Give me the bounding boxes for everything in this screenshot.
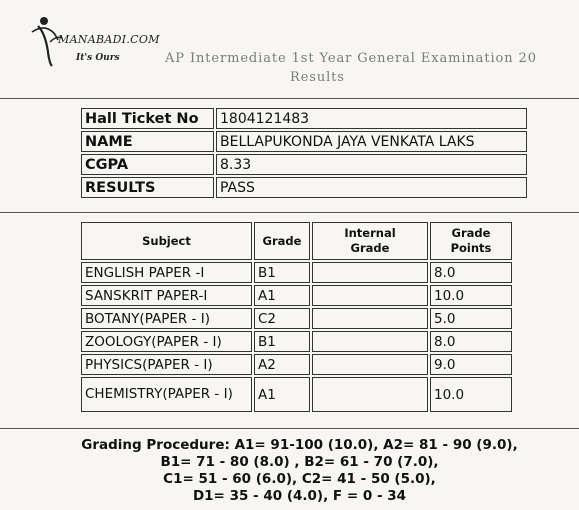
header-points-line1: Grade [451,226,491,240]
grade-cell: B1 [254,262,310,283]
internal-grade-cell [312,331,428,352]
grade-cell: A1 [254,285,310,306]
subject-cell: BOTANY(PAPER - I) [81,308,252,329]
grade-points-cell: 8.0 [430,262,512,283]
divider-top [0,98,579,99]
internal-grade-cell [312,354,428,375]
subject-cell: SANSKRIT PAPER-I [81,285,252,306]
grade-points-cell: 10.0 [430,377,512,412]
header-grade-points [430,222,512,260]
grade-points-cell: 8.0 [430,331,512,352]
page-subtitle: Results [290,70,345,85]
grade-points-cell: 10.0 [430,285,512,306]
grade-cell: B1 [254,331,310,352]
grade-cell: A1 [254,377,310,412]
grading-line: C1= 51 - 60 (6.0), C2= 41 - 50 (5.0), [163,471,436,487]
grade-cell: C2 [254,308,310,329]
info-value: 8.33 [216,154,527,175]
grading-line: B1= 71 - 80 (8.0) , B2= 61 - 70 (7.0), [160,454,439,470]
table-row [81,377,512,412]
internal-grade-cell [312,262,428,283]
table-row [81,308,512,329]
info-label: RESULTS [81,177,214,198]
grading-line: Grading Procedure: A1= 91-100 (10.0), A2= 81 - 90 (9.0), [81,437,518,453]
logo-wordmark: MANABADI.COM [58,33,160,46]
internal-grade-cell [312,308,428,329]
table-row [81,331,512,352]
internal-grade-cell [312,377,428,412]
info-label: CGPA [81,154,214,175]
grade-cell: A2 [254,354,310,375]
subject-cell: CHEMISTRY(PAPER - I) [81,377,252,412]
table-row [81,285,512,306]
info-row-hall-ticket [81,108,527,129]
info-label: Hall Ticket No [81,108,214,129]
internal-grade-cell [312,285,428,306]
page-title: AP Intermediate 1st Year General Examination 20 [165,51,537,66]
grades-header-row [81,222,512,260]
header-points-line2: Points [450,241,492,255]
grade-points-cell: 9.0 [430,354,512,375]
header-internal-line1: Internal [344,226,396,240]
header-subject: Subject [81,222,252,260]
grading-line: D1= 35 - 40 (4.0), F = 0 - 34 [192,488,407,504]
subject-cell: ENGLISH PAPER -I [81,262,252,283]
logo-tagline: It's Ours [76,53,120,63]
divider-middle [0,212,579,213]
header-internal-line2: Grade [350,241,390,255]
info-value: BELLAPUKONDA JAYA VENKATA LAKS [216,131,527,152]
info-row-name [81,131,527,152]
subject-cell: PHYSICS(PAPER - I) [81,354,252,375]
divider-bottom [0,428,579,429]
header-grade: Grade [254,222,310,260]
grade-points-cell: 5.0 [430,308,512,329]
grading-procedure [10,437,579,505]
table-row [81,262,512,283]
info-value: PASS [216,177,527,198]
table-row [81,354,512,375]
subject-cell: ZOOLOGY(PAPER - I) [81,331,252,352]
info-value: 1804121483 [216,108,527,129]
info-label: NAME [81,131,214,152]
grades-table [79,220,514,414]
header-internal-grade [312,222,428,260]
student-info-table [79,106,529,200]
info-row-results [81,177,527,198]
info-row-cgpa [81,154,527,175]
